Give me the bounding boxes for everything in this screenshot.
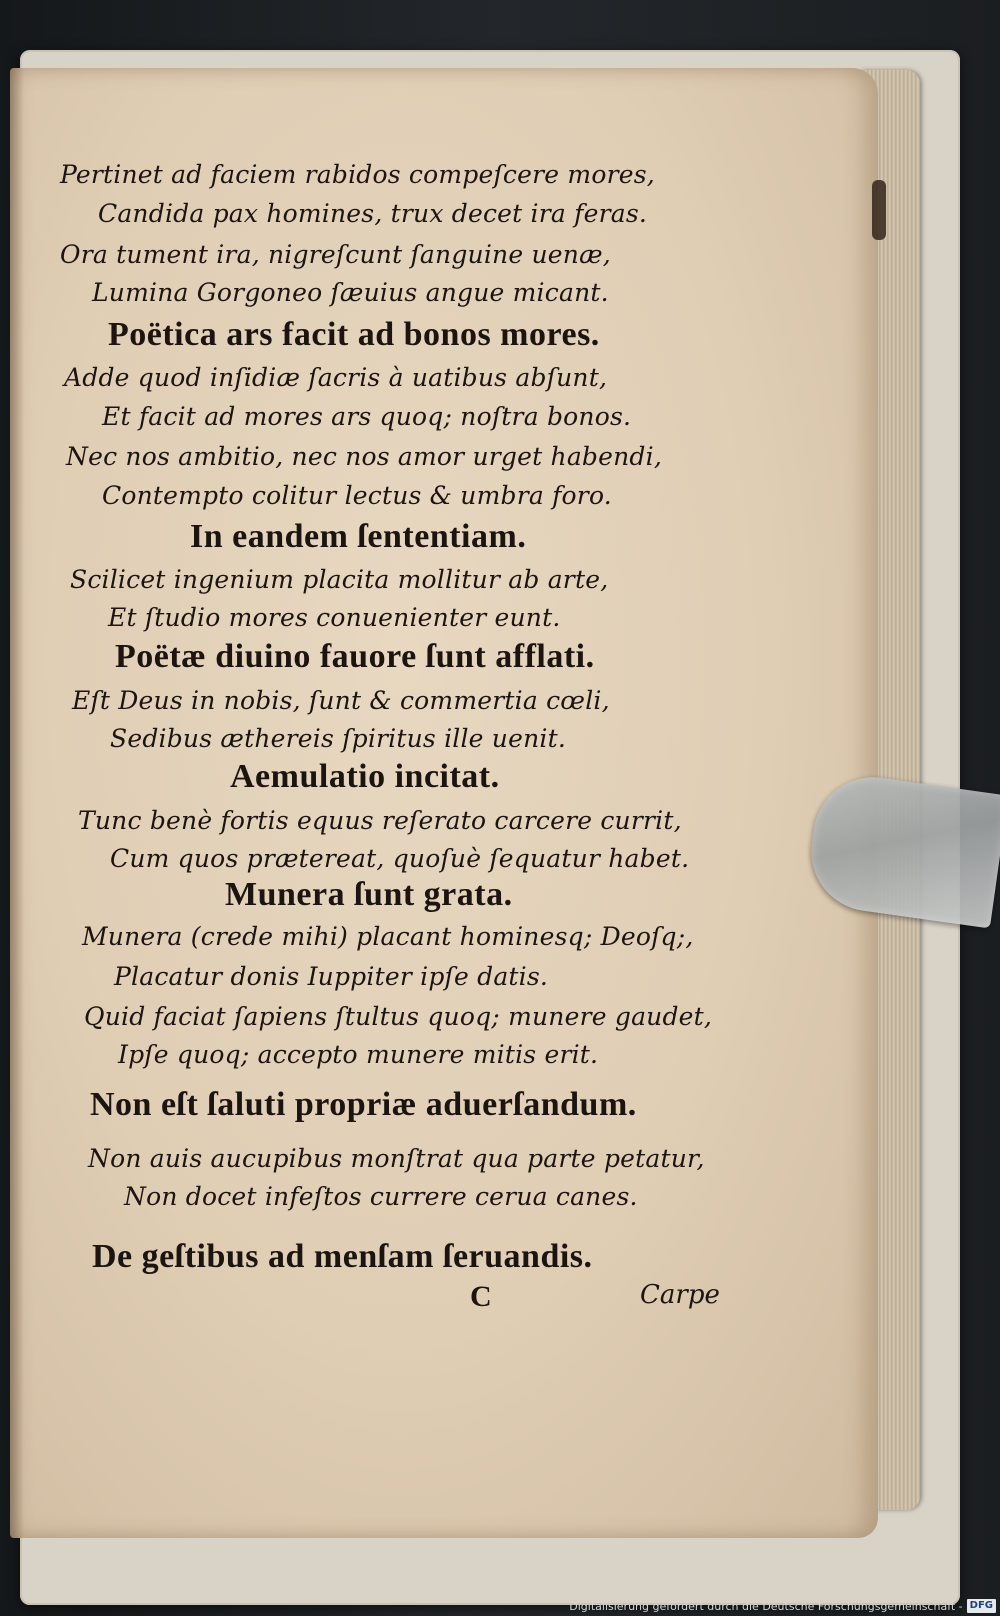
verse-line: Munera (crede mihi) placant hominesq; Deoſq;, (82, 922, 694, 951)
digitization-credit (569, 1598, 996, 1614)
section-heading: Aemulatio incitat. (230, 758, 500, 795)
verse-line: Contempto colitur lectus & umbra foro. (102, 481, 612, 510)
verse-line: Adde quod inſidiæ ſacris à uatibus abſunt, (64, 363, 608, 392)
verse-line: Cum quos prætereat, quoſuè ſequatur habet. (110, 844, 690, 873)
verse-line: Lumina Gorgoneo ſæuius angue micant. (92, 278, 609, 307)
verse-line: Quid faciat ſapiens ſtultus quoq; munere gaudet, (84, 1002, 713, 1031)
verse-line: Pertinet ad faciem rabidos compeſcere mores, (60, 160, 655, 189)
section-heading: Non eſt ſaluti propriæ aduerſandum. (90, 1086, 637, 1123)
verse-line: Et ſtudio mores conuenienter eunt. (108, 603, 561, 632)
verse-line: Ora tument ira, nigreſcunt ſanguine uenæ, (60, 240, 611, 269)
section-heading: Poëtæ diuino fauore ſunt afflati. (115, 638, 595, 675)
verse-line: Scilicet ingenium placita mollitur ab arte, (70, 565, 609, 594)
verse-line: Ipſe quoq; accepto munere mitis erit. (118, 1040, 599, 1069)
verse-line: Placatur donis Iuppiter ipſe datis. (114, 962, 549, 991)
section-heading: Poëtica ars facit ad bonos mores. (108, 316, 600, 353)
section-heading: De geſtibus ad menſam ſeruandis. (92, 1238, 593, 1275)
verse-line: Et facit ad mores ars quoq; noſtra bonos. (102, 402, 632, 431)
verse-line: Candida pax homines, trux decet ira feras. (98, 199, 648, 228)
verse-line: Eſt Deus in nobis, ſunt & commertia cœli, (72, 686, 610, 715)
credit-text: Digitalisierung gefördert durch die Deutsche Forschungsgemeinschaft - (569, 1599, 963, 1613)
verse-line: Sedibus æthereis ſpiritus ille uenit. (110, 724, 566, 753)
verse-line: Tunc benè fortis equus reſerato carcere currit, (78, 806, 682, 835)
catchword: Carpe (640, 1280, 720, 1310)
section-heading: Munera ſunt grata. (225, 876, 513, 913)
verse-line: Non docet infeſtos currere cerua canes. (124, 1182, 638, 1211)
verse-line: Non auis aucupibus monſtrat qua parte petatur, (88, 1144, 705, 1173)
section-heading: In eandem ſententiam. (190, 518, 527, 555)
dfg-logo: DFG (967, 1599, 996, 1613)
verse-line: Nec nos ambitio, nec nos amor urget habendi, (66, 442, 662, 471)
signature-mark: C (470, 1280, 492, 1313)
